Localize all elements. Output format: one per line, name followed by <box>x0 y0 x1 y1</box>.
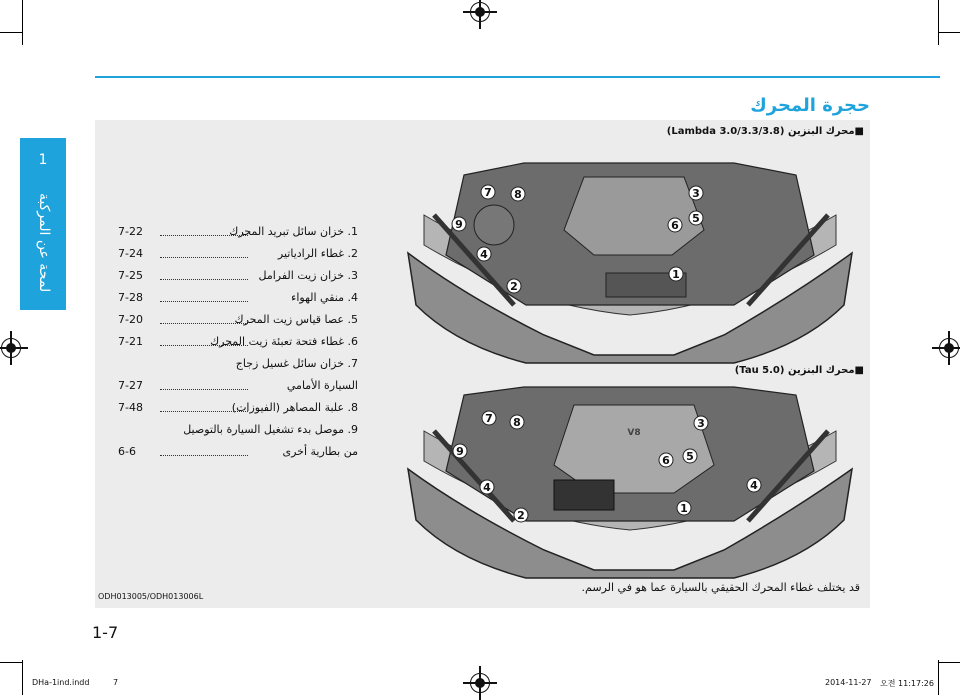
dot-leader <box>160 455 248 456</box>
item-title: 7. خزان سائل غسيل زجاج <box>235 357 358 370</box>
list-item <box>118 269 358 287</box>
item-page: 6-6 <box>118 445 136 458</box>
item-title: 2. غطاء الرادياتير <box>277 247 358 260</box>
engine-illustration-tau <box>404 385 856 580</box>
item-title: 4. منقي الهواء <box>291 291 358 304</box>
item-title: 3. خزان زيت الفرامل <box>258 269 358 282</box>
section-title: حجرة المحرك <box>750 95 870 116</box>
callout-4-right: 4 <box>750 479 758 492</box>
chapter-label: لمحة عن المركبة <box>36 193 52 293</box>
chapter-number: 1 <box>38 152 48 168</box>
callout-2: 2 <box>517 509 525 522</box>
dot-leader <box>160 345 248 346</box>
caption-lambda: ■محرك البنزين (Lambda 3.0/3.3/3.8) <box>666 126 864 137</box>
dot-leader <box>160 389 248 390</box>
callout-4: 4 <box>483 481 491 494</box>
dot-leader <box>160 323 248 324</box>
engine-illustration-lambda <box>404 155 856 365</box>
footer-file: DHa-1ind.indd <box>32 678 90 687</box>
chapter-tab <box>20 138 66 310</box>
callout-1: 1 <box>672 268 680 281</box>
crop-mark <box>938 660 939 695</box>
crop-mark <box>938 662 960 663</box>
footer-time: 오전 11:17:26 <box>880 679 934 688</box>
item-title: 5. عصا قياس زيت المحرك <box>234 313 358 326</box>
callout-8: 8 <box>514 188 522 201</box>
list-item <box>118 379 358 397</box>
callout-5: 5 <box>692 212 700 225</box>
engine-badge: V8 <box>627 428 641 438</box>
list-item <box>118 313 358 331</box>
dot-leader <box>160 411 248 412</box>
crop-mark <box>938 32 960 33</box>
crop-mark <box>0 32 22 33</box>
callout-3: 3 <box>692 187 700 200</box>
header-rule <box>95 76 940 78</box>
dot-leader <box>160 279 248 280</box>
list-item <box>118 445 358 463</box>
item-title: من بطارية أخرى <box>282 445 358 458</box>
illustration-note: قد يختلف غطاء المحرك الحقيقي بالسيارة عما هو في الرسم. <box>581 581 860 594</box>
list-item <box>118 335 358 353</box>
list-item <box>118 225 358 243</box>
callout-6: 6 <box>662 454 670 467</box>
crop-mark <box>0 662 22 663</box>
item-page: 7-48 <box>118 401 143 414</box>
item-page: 7-22 <box>118 225 143 238</box>
callout-3: 3 <box>697 417 705 430</box>
list-item <box>118 357 358 375</box>
list-item <box>118 291 358 309</box>
crop-mark <box>22 660 23 695</box>
dot-leader <box>160 235 248 236</box>
callout-7: 7 <box>484 186 492 199</box>
registration-mark-icon <box>939 338 959 358</box>
item-page: 7-27 <box>118 379 143 392</box>
callout-6: 6 <box>671 219 679 232</box>
item-page: 7-21 <box>118 335 143 348</box>
callout-9: 9 <box>456 445 464 458</box>
registration-mark-icon <box>470 2 490 22</box>
item-title: 6. غطاء فتحة تعبئة زيت المحرك <box>210 335 358 348</box>
dot-leader <box>160 257 248 258</box>
item-page: 7-24 <box>118 247 143 260</box>
item-page: 7-20 <box>118 313 143 326</box>
callout-2: 2 <box>510 280 518 293</box>
callout-8: 8 <box>513 416 521 429</box>
callout-5: 5 <box>686 450 694 463</box>
callout-9: 9 <box>455 218 463 231</box>
item-title: السيارة الأمامي <box>286 379 358 392</box>
footer-page: 7 <box>113 678 119 687</box>
page-number: 1-7 <box>92 623 119 642</box>
registration-mark-icon <box>1 338 21 358</box>
list-item <box>118 401 358 419</box>
crop-mark <box>22 0 23 45</box>
callout-4: 4 <box>480 248 488 261</box>
list-item <box>118 423 358 441</box>
item-title: 8. علبة المصاهر (الفيوزات) <box>231 401 358 414</box>
item-title: 9. موصل بدء تشغيل السيارة بالتوصيل <box>183 423 358 436</box>
crop-mark <box>938 0 939 45</box>
callout-1: 1 <box>680 502 688 515</box>
registration-mark-icon <box>470 673 490 693</box>
item-title: 1. خزان سائل تبريد المحرك <box>229 225 358 238</box>
list-item <box>118 247 358 265</box>
item-page: 7-28 <box>118 291 143 304</box>
figure-code: ODH013005/ODH013006L <box>98 592 204 601</box>
callout-7: 7 <box>485 412 493 425</box>
dot-leader <box>160 301 248 302</box>
caption-tau: ■محرك البنزين (Tau 5.0) <box>734 365 864 376</box>
footer-date: 2014-11-27 <box>825 678 872 687</box>
item-page: 7-25 <box>118 269 143 282</box>
